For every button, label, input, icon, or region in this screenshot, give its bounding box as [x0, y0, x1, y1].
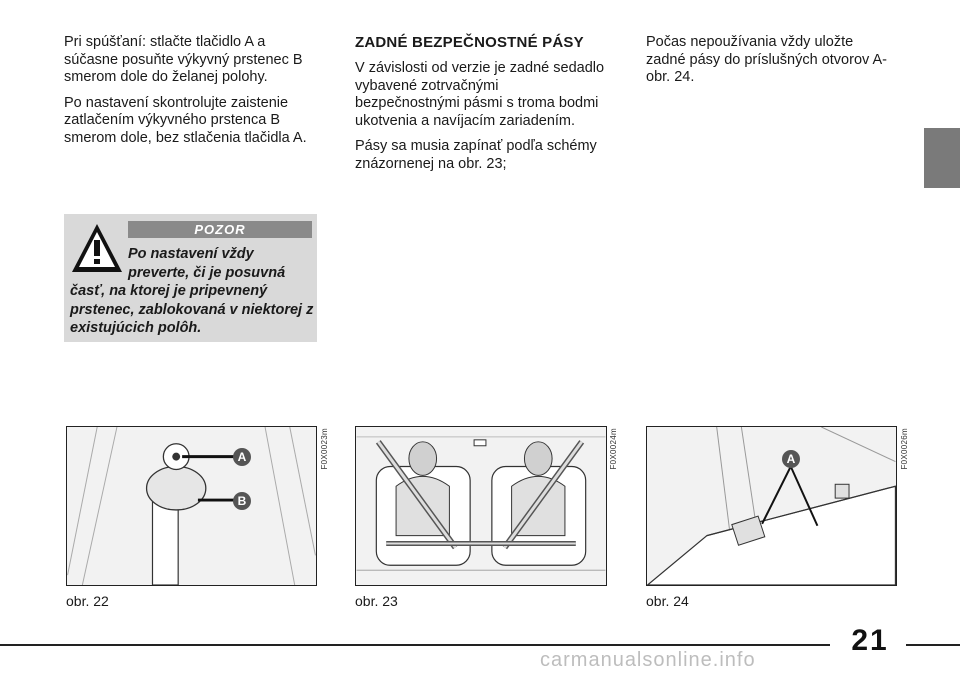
marker-a-label: A	[237, 450, 247, 464]
watermark-text: carmanualsonline.info	[540, 649, 756, 671]
paragraph-scheme: Pásy sa musia zapínať podľa schémy znázornenej na obr. 23;	[355, 138, 597, 172]
warning-text-rest: časť, na ktorej je pripevnený prstenec, zablokovaná v niektorej z existujúcich polôh.	[70, 283, 314, 336]
paragraph-rear-belts: V závislosti od verzie je zadné sedadlo vybavené zotrvačnými bezpečnostnými pásmi s troma bodmi ukotvenia a navíjacím zariadením.	[355, 60, 605, 129]
page-number: 21	[851, 624, 889, 657]
rear-seat-belts-illustration	[356, 427, 606, 585]
figure-23	[355, 426, 607, 586]
warning-text	[70, 245, 314, 338]
warning-text-first: Po nastavení vždy preverte, či je posuvná	[128, 246, 286, 281]
figure-caption: obr. 23	[355, 593, 398, 609]
text-column-3	[646, 34, 896, 95]
figure-24	[646, 426, 897, 586]
figure-code: F0X0024m	[609, 428, 618, 470]
section-heading: ZADNÉ BEZPEČNOSTNÉ PÁSY	[355, 34, 584, 51]
marker-b-label: B	[237, 494, 247, 508]
warning-label: POZOR	[128, 221, 312, 238]
warning-box	[64, 214, 317, 342]
figure-code: F0X0026m	[900, 428, 909, 470]
footer-rule	[906, 644, 960, 646]
paragraph-check: Po nastavení skontrolujte zaistenie zatlačením výkyvného prstenca B smerom dole, bez stlačenia tlačidla A.	[64, 94, 307, 146]
figure-22	[66, 426, 317, 586]
text-column-2	[355, 34, 605, 181]
figure-code: F0X0023m	[320, 428, 329, 470]
section-tab	[924, 128, 960, 188]
text-column-1	[64, 34, 314, 155]
belt-storage-illustration	[647, 427, 896, 585]
figure-caption: obr. 24	[646, 593, 689, 609]
footer-rule	[0, 644, 830, 646]
belt-height-adjuster-illustration	[67, 427, 316, 585]
paragraph-adjust: Pri spúšťaní: stlačte tlačidlo A a súčasne posuňte výkyvný prstenec B smerom dole do želanej polohy.	[64, 34, 303, 85]
paragraph-storage: Počas nepoužívania vždy uložte zadné pásy do príslušných otvorov A-obr. 24.	[646, 34, 887, 85]
figure-caption: obr. 22	[66, 593, 109, 609]
marker-a-label: A	[786, 452, 796, 466]
